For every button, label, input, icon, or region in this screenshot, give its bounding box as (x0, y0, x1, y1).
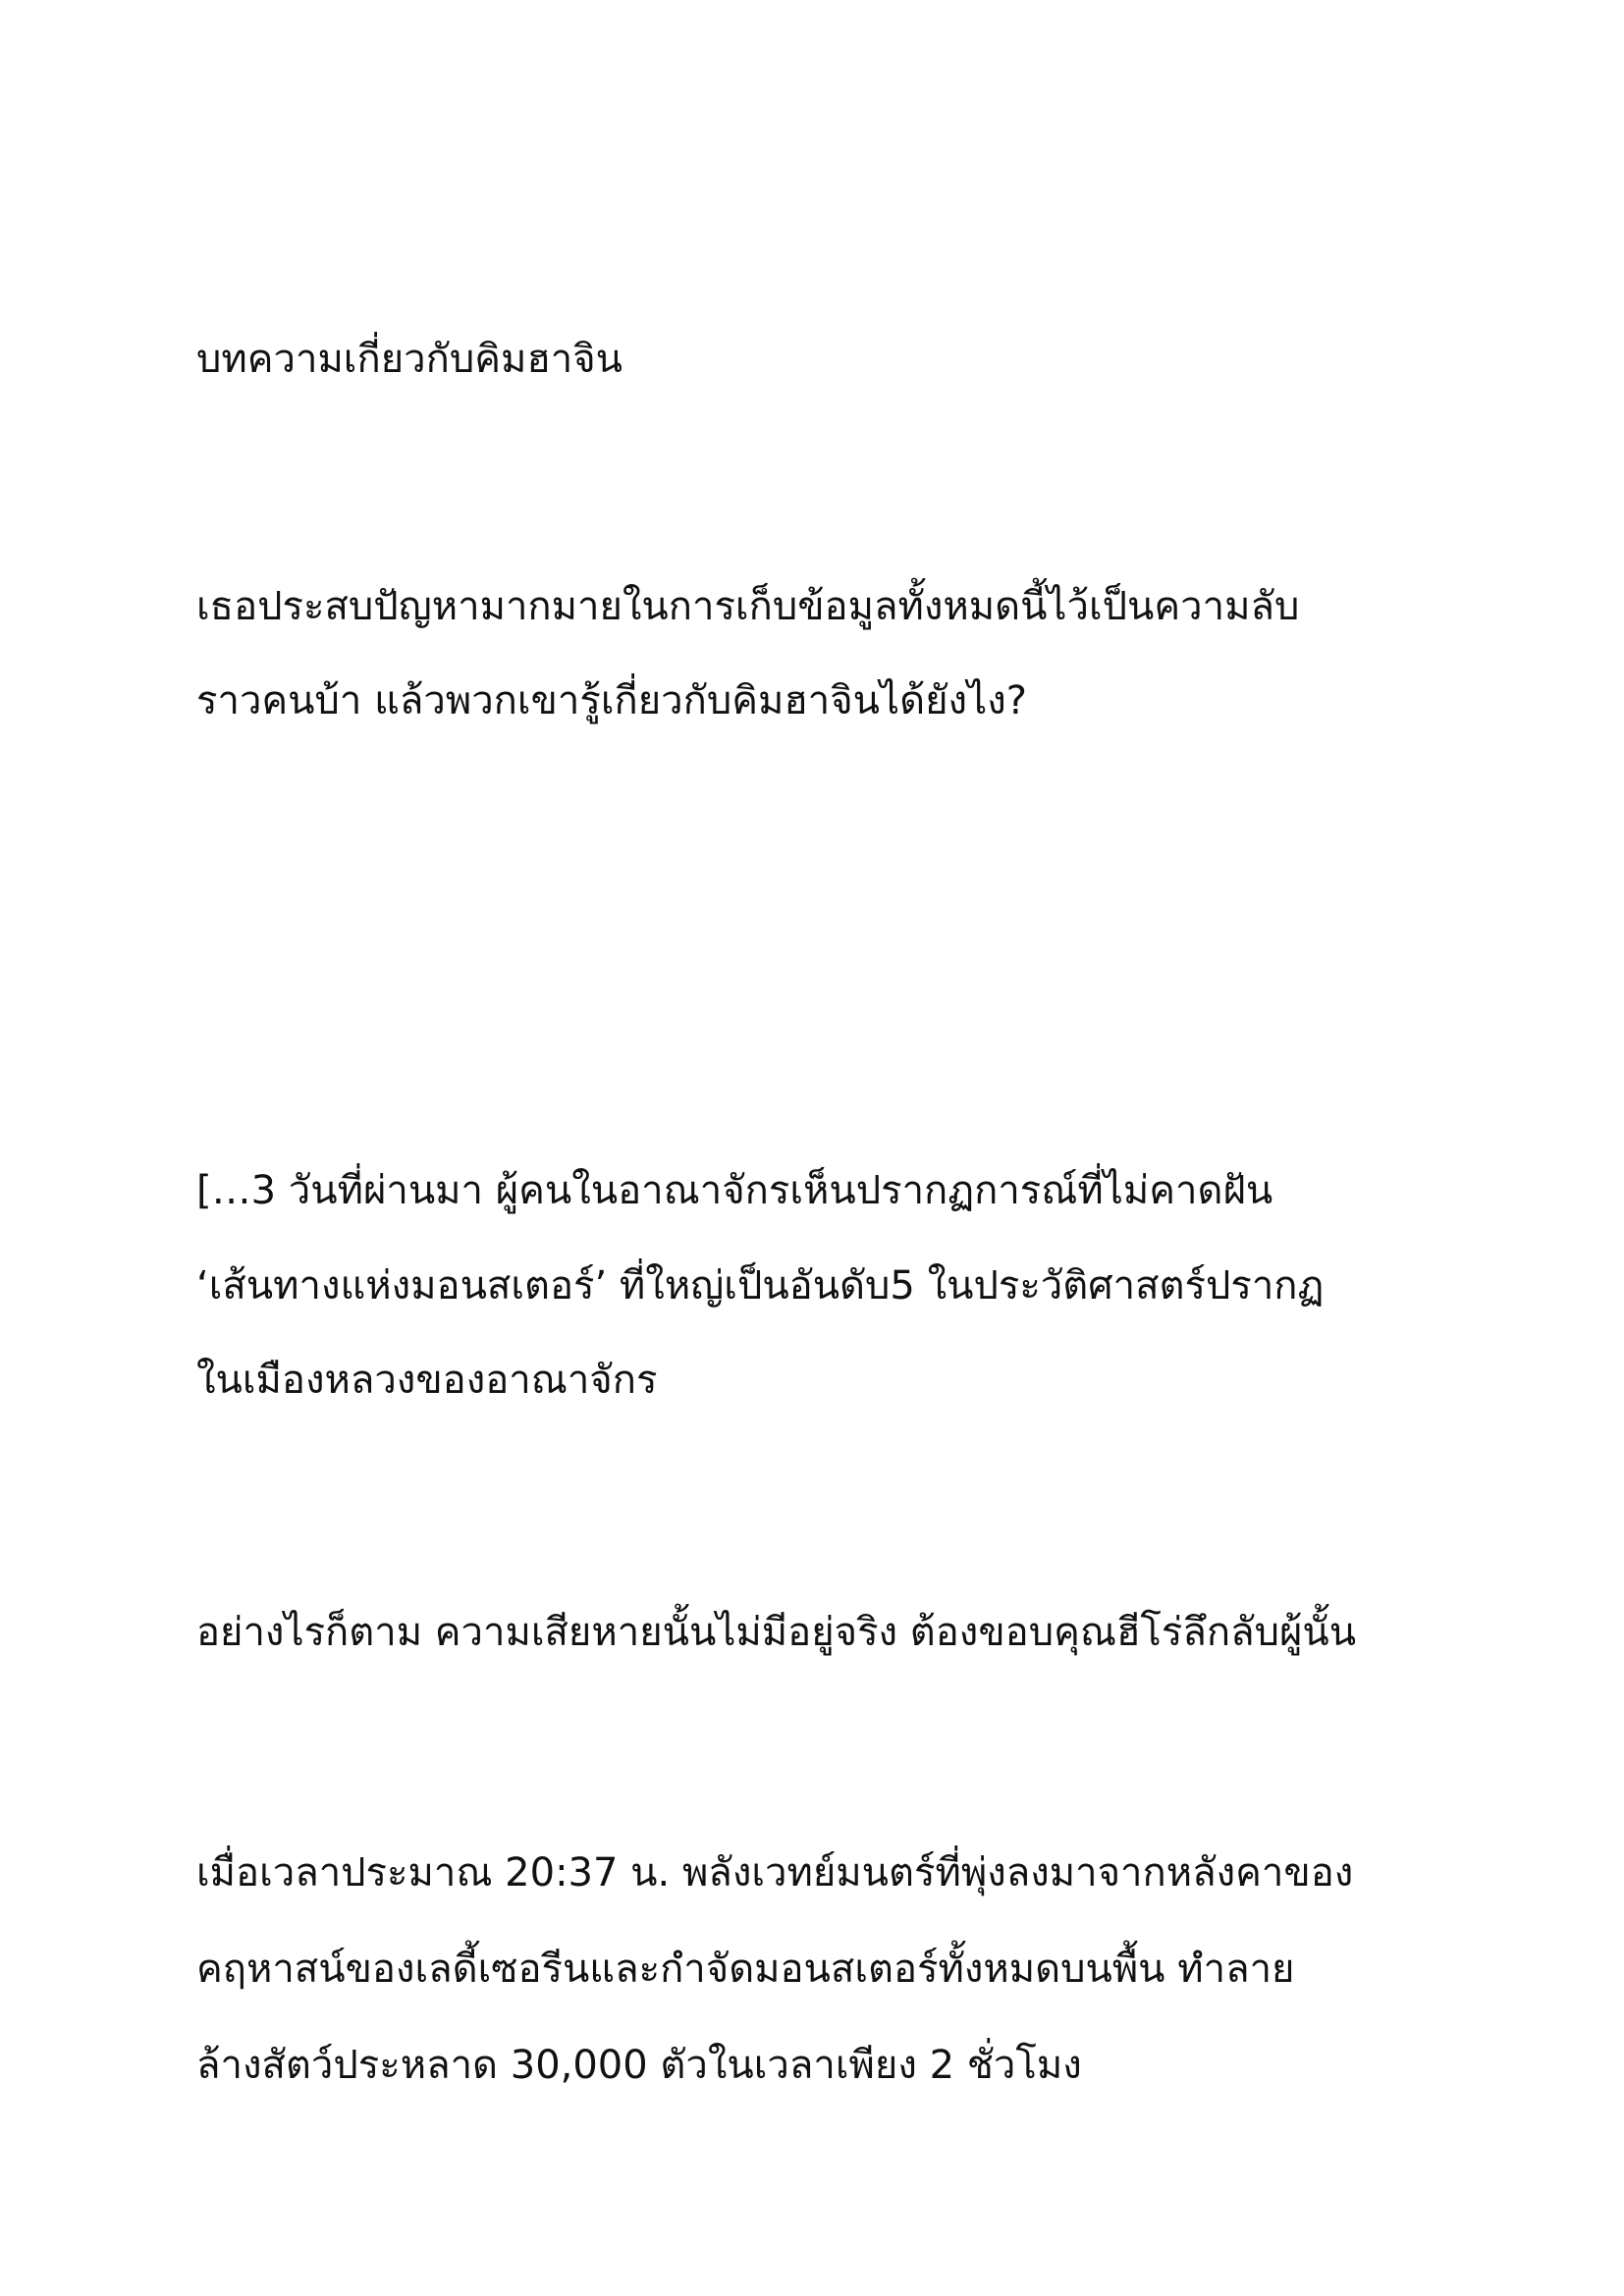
paragraph-1-line-1: เธอประสบปัญหามากมายในการเก็บข้อมูลทั้งหมดนี้ไว้เป็นความลับ (196, 584, 1300, 629)
paragraph-2-line-1: […3 วันที่ผ่านมา ผู้คนในอาณาจักรเห็นปรากฏการณ์ที่ไม่คาดฝัน (196, 1168, 1273, 1213)
paragraph-4-line-1: เมื่อเวลาประมาณ 20:37 น. พลังเวทย์มนตร์ที่พุ่งลงมาจากหลังคาของ (196, 1850, 1354, 1896)
document-title: บทความเกี่ยวกับคิมฮาจิน (196, 337, 623, 382)
paragraph-4-line-2: คฤหาสน์ของเลดี้เซอรีนและกำจัดมอนสเตอร์ทั้งหมดบนพื้น ทำลาย (196, 1947, 1295, 1992)
paragraph-3-line-1: อย่างไรก็ตาม ความเสียหายนั้นไม่มีอยู่จริง ต้องขอบคุณฮีโร่ลึกลับผู้นั้น (196, 1610, 1357, 1655)
paragraph-4-line-3: ล้างสัตว์ประหลาด 30,000 ตัวในเวลาเพียง 2 ชั่วโมง (196, 2043, 1082, 2088)
paragraph-2-line-3: ในเมืองหลวงของอาณาจักร (196, 1358, 658, 1403)
paragraph-2-line-2: ‘เส้นทางแห่งมอนสเตอร์’ ที่ใหญ่เป็นอันดับ5 ในประวัติศาสตร์ปรากฏ (196, 1263, 1325, 1308)
paragraph-1-line-2: ราวคนบ้า แล้วพวกเขารู้เกี่ยวกับคิมฮาจินได้ยังไง? (196, 678, 1027, 723)
